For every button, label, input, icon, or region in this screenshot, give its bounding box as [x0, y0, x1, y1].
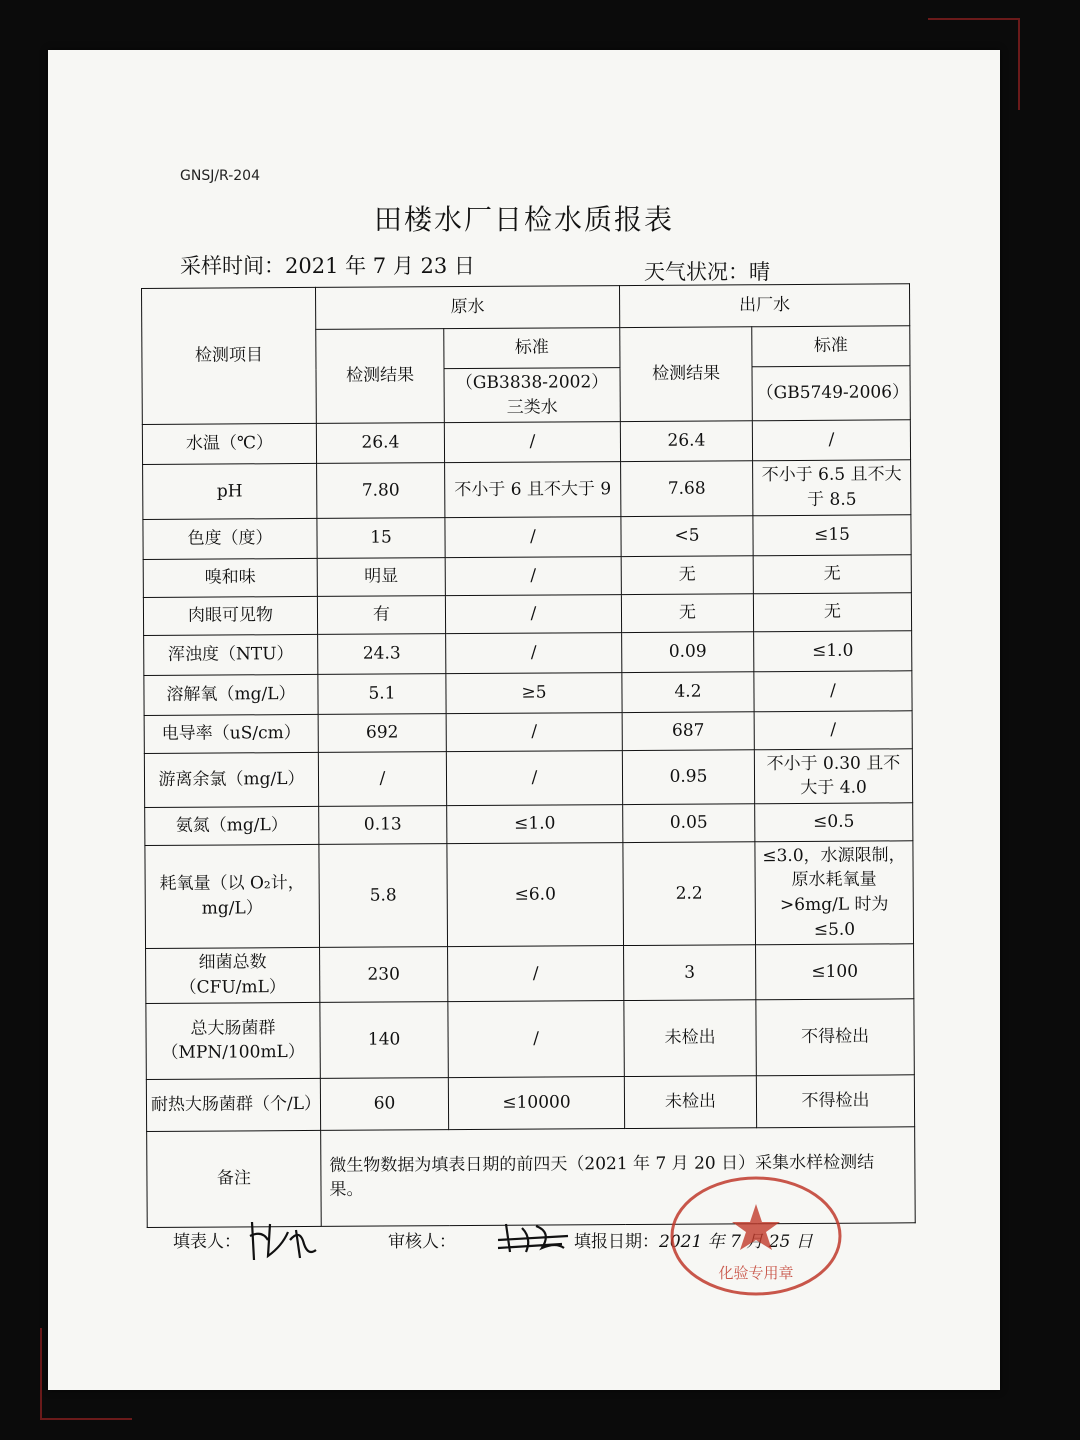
cell-raw-standard: / [448, 946, 624, 1001]
header-raw-result: 检测结果 [316, 329, 445, 424]
table-row [144, 710, 912, 753]
cell-out-standard: ≤15 [753, 514, 911, 555]
cell-raw-standard: ≤10000 [448, 1076, 624, 1129]
table-row [143, 554, 911, 597]
cell-out-result: <5 [621, 515, 753, 556]
cell-item: 总大肠菌群（MPN/100mL） [146, 1002, 320, 1079]
cell-item: 游离余氯（mg/L） [144, 752, 318, 807]
header-item: 检测项目 [142, 287, 317, 424]
cell-out-standard: / [752, 420, 910, 461]
cell-item: 嗅和味 [143, 558, 317, 597]
cell-raw-standard: ≥5 [446, 672, 622, 713]
table-row [143, 514, 911, 559]
cell-raw-result: 明显 [317, 557, 445, 596]
report-title: 田楼水厂日检水质报表 [373, 203, 674, 236]
cell-item: 氨氮（mg/L） [145, 806, 319, 845]
header-out-water: 出厂水 [619, 284, 909, 328]
table-row [145, 841, 914, 949]
cell-raw-result: 5.8 [319, 843, 448, 947]
cell-item: 浑浊度（NTU） [144, 634, 318, 675]
cell-raw-standard: / [446, 750, 622, 805]
cell-raw-standard: / [444, 422, 620, 463]
cell-out-standard: ≤100 [756, 944, 914, 999]
cell-item: 细菌总数（CFU/mL） [146, 948, 320, 1003]
remark-label: 备注 [147, 1130, 322, 1227]
cell-out-result: 7.68 [621, 461, 753, 516]
cell-raw-standard: 不小于 6 且不大于 9 [445, 462, 621, 517]
cell-out-result: 0.05 [623, 804, 755, 843]
table-row [144, 670, 912, 715]
cell-item: 耗氧量（以 O₂计，mg/L） [145, 844, 320, 949]
cell-item: 色度（度） [143, 518, 317, 559]
table-row [146, 998, 914, 1079]
weather [644, 256, 770, 286]
sample-time-value: 2021 年 7 月 23 日 [285, 254, 475, 278]
cell-out-standard: ≤1.0 [754, 630, 912, 671]
cell-out-result: 未检出 [624, 999, 756, 1076]
cell-out-result: 26.4 [620, 421, 752, 462]
date-value: 2021 年 7 月 25 日 [659, 1232, 813, 1252]
cell-out-result: 2.2 [623, 842, 756, 946]
table-row [143, 592, 911, 635]
cell-out-result: 687 [622, 711, 754, 750]
cell-raw-standard: / [445, 556, 621, 595]
filler-label: 填表人： [173, 1232, 241, 1252]
water-quality-table [141, 283, 916, 1227]
lab-seal-stamp [666, 1174, 846, 1298]
cell-raw-result: 7.80 [317, 463, 445, 518]
report-paper [48, 50, 1000, 1390]
svg-text:化验专用章: 化验专用章 [718, 1264, 794, 1282]
table-row [146, 1074, 914, 1131]
sample-time-label: 采样时间： [180, 254, 285, 278]
cell-item: 耐热大肠菌群（个/L） [146, 1078, 320, 1131]
document-code: GNSJ/R-204 [180, 168, 260, 184]
cell-raw-result: 24.3 [318, 633, 446, 674]
header-raw-water: 原水 [315, 286, 619, 330]
reviewer-signature [492, 1218, 574, 1262]
cell-out-standard: ≤3.0，水源限制，原水耗氧量>6mg/L 时为≤5.0 [755, 841, 914, 946]
table-row [144, 630, 912, 675]
cell-out-result: 无 [621, 593, 753, 632]
table-row [143, 460, 911, 519]
header-out-result: 检测结果 [620, 327, 753, 422]
cell-out-standard: 不小于 0.30 且不大于 4.0 [754, 748, 912, 803]
cell-raw-standard: / [445, 594, 621, 633]
cell-raw-result: 15 [317, 517, 445, 558]
cell-out-result: 4.2 [622, 671, 754, 712]
cell-out-result: 0.95 [622, 749, 754, 804]
cell-raw-standard: / [448, 1000, 624, 1077]
weather-label: 天气状况： [644, 260, 749, 284]
table-row [145, 803, 913, 846]
cell-out-standard: / [754, 710, 912, 749]
weather-value: 晴 [749, 260, 770, 284]
table-row [144, 748, 912, 807]
cell-out-standard: 不小于 6.5 且不大于 8.5 [753, 460, 911, 515]
cell-raw-result: 5.1 [318, 673, 446, 714]
cell-raw-result: / [318, 751, 446, 806]
table-row [142, 420, 910, 465]
table-data-body [142, 420, 914, 1131]
cell-out-standard: 不得检出 [756, 1074, 914, 1127]
cell-raw-standard: ≤1.0 [447, 804, 623, 843]
cell-raw-standard: / [445, 516, 621, 557]
date-label: 填报日期： [574, 1232, 659, 1252]
cell-out-standard: / [754, 670, 912, 711]
cell-out-result: 3 [624, 945, 756, 1000]
header-raw-standard-ref: （GB3838-2002）三类水 [444, 368, 620, 423]
cell-out-result: 0.09 [622, 631, 754, 672]
cell-raw-standard: / [446, 632, 622, 673]
cell-item: 水温（℃） [142, 424, 316, 465]
cell-raw-result: 692 [318, 713, 446, 752]
header-raw-standard: 标准 [444, 328, 620, 369]
cell-raw-result: 230 [320, 947, 448, 1002]
cell-raw-result: 0.13 [319, 805, 447, 844]
cell-out-standard: ≤0.5 [755, 803, 913, 842]
filler-signature [244, 1210, 324, 1270]
cell-item: 溶解氧（mg/L） [144, 674, 318, 715]
table-row [146, 944, 914, 1003]
cell-raw-result: 26.4 [316, 423, 444, 464]
cell-raw-result: 有 [317, 595, 445, 634]
cell-raw-result: 60 [320, 1077, 448, 1130]
cell-raw-standard: ≤6.0 [447, 842, 624, 947]
cell-raw-standard: / [446, 712, 622, 751]
cell-item: pH [143, 464, 317, 519]
cell-out-standard: 无 [753, 592, 911, 631]
reviewer-label: 审核人： [388, 1232, 456, 1252]
cell-out-standard: 无 [753, 554, 911, 593]
remark-text: 微生物数据为填表日期的前四天（2021 年 7 月 20 日）采集水样检测结果。 [321, 1126, 916, 1226]
cell-raw-result: 140 [320, 1001, 448, 1078]
cell-out-standard: 不得检出 [756, 998, 914, 1075]
header-out-standard: 标准 [752, 326, 910, 367]
cell-out-result: 未检出 [624, 1075, 756, 1128]
cell-item: 肉眼可见物 [143, 596, 317, 635]
cell-out-result: 无 [621, 555, 753, 594]
cell-item: 电导率（uS/cm） [144, 714, 318, 753]
header-out-standard-ref: （GB5749-2006） [752, 366, 910, 421]
